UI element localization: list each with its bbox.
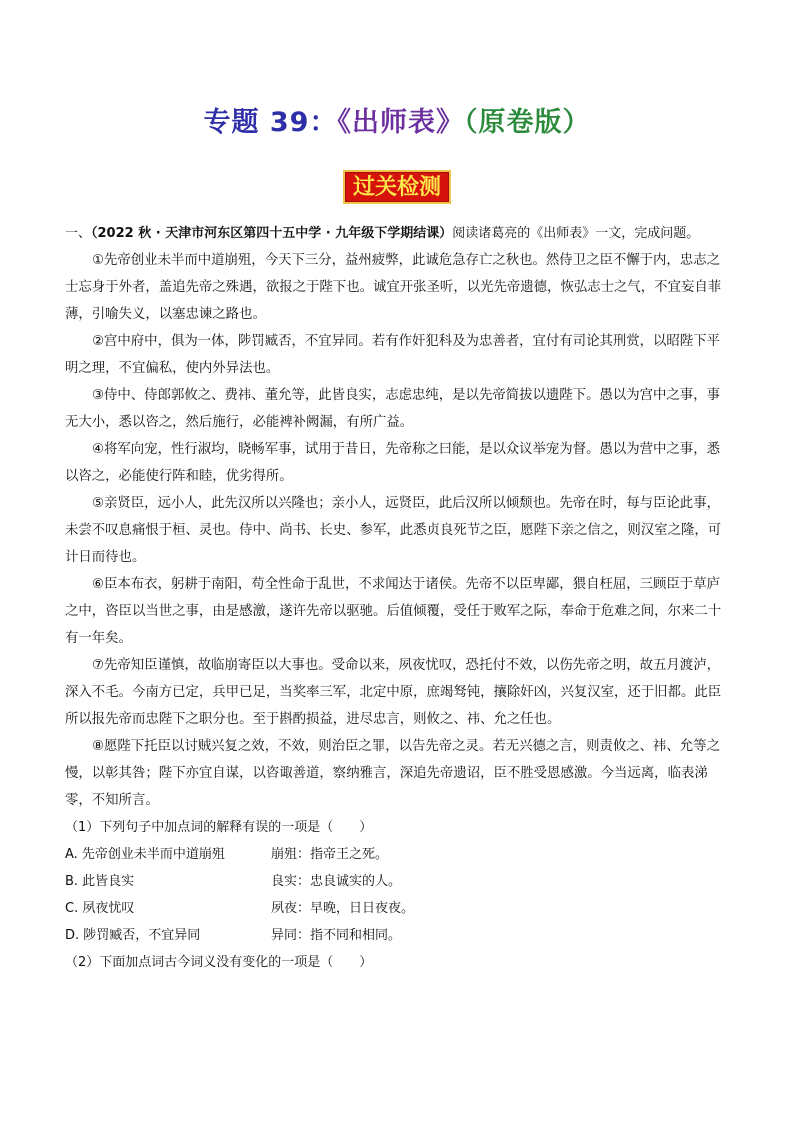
option-a — [65, 841, 730, 868]
option-b — [65, 868, 730, 895]
passage-paragraph: ⑧愿陛下托臣以讨贼兴复之效，不效，则治臣之罪，以告先帝之灵。若无兴德之言，则责攸之、祎、允等之慢，以彰其咎；陛下亦宜自谋，以咨诹善道，察纳雅言，深追先帝遗诏，臣不胜受恩感激。今当远离，临表涕零，不知所言。 — [65, 739, 720, 808]
passage-paragraph: ③侍中、侍郎郭攸之、费祎、董允等，此皆良实，志虑忠纯，是以先帝简拔以遗陛下。愚以为宫中之事，事无大小，悉以咨之，然后施行，必能裨补阙漏，有所广益。 — [65, 388, 720, 430]
question-number: 一、 — [65, 226, 92, 241]
passage-paragraph: ②宫中府中，俱为一体，陟罚臧否，不宜异同。若有作奸犯科及为忠善者，宜付有司论其刑赏，以昭陛下平明之理，不宜偏私，使内外异法也。 — [65, 334, 720, 376]
title-edition: （原卷版） — [463, 107, 591, 138]
passage-paragraph: ⑥臣本布衣，躬耕于南阳，苟全性命于乱世，不求闻达于诸侯。先帝不以臣卑鄙，猥自枉屈，三顾臣于草庐之中，咨臣以当世之事，由是感激，遂许先帝以驱驰。后值倾覆，受任于败军之际，奉命于危难之间，尔来二十有一年矣。 — [65, 577, 722, 646]
option-explanation: 异同：指不同和相同。 — [271, 928, 402, 943]
passage-paragraph: ①先帝创业未半而中道崩殂，今天下三分，益州疲弊，此诚危急存亡之秋也。然侍卫之臣不懈于内，忠志之士忘身于外者，盖追先帝之殊遇，欲报之于陛下也。诚宜开张圣听，以光先帝遗德，恢弘志士之气，不宜妄自菲薄，引喻失义，以塞忠谏之路也。 — [65, 253, 722, 322]
page-title — [0, 100, 794, 139]
sub-question-1-stem: （1）下列句子中加点词的解释有误的一项是（ ） — [65, 820, 373, 835]
option-label: D. 陟罚臧否，不宜异同 — [65, 928, 201, 943]
option-label: C. 夙夜忧叹 — [65, 901, 135, 916]
question-block — [65, 220, 730, 976]
option-explanation: 夙夜：早晚，日日夜夜。 — [271, 901, 415, 916]
title-work: 《出师表》 — [337, 107, 464, 138]
section-badge: 过关检测 — [343, 170, 451, 204]
sub-question-2-stem: （2）下面加点词古今词义没有变化的一项是（ ） — [65, 955, 373, 970]
question-source: （2022 秋 · 天津市河东区第四十五中学 · 九年级下学期结课） — [91, 226, 453, 241]
passage-paragraph: ⑤亲贤臣，远小人，此先汉所以兴隆也；亲小人，远贤臣，此后汉所以倾颓也。先帝在时，每与臣论此事，未尝不叹息痛恨于桓、灵也。侍中、尚书、长史、参军，此悉贞良死节之臣，愿陛下亲之信之，则汉室之隆，可计日而待也。 — [65, 496, 722, 565]
option-label: B. 此皆良实 — [65, 874, 135, 889]
title-topic: 专题 39： — [203, 107, 338, 138]
passage-paragraph: ⑦先帝知臣谨慎，故临崩寄臣以大事也。受命以来，夙夜忧叹，恐托付不效，以伤先帝之明，故五月渡泸，深入不毛。今南方已定，兵甲已足，当奖率三军，北定中原，庶竭驽钝，攘除奸凶，兴复汉室，还于旧都。此臣所以报先帝而忠陛下之职分也。至于斟酌损益，进尽忠言，则攸之、祎、允之任也。 — [65, 658, 722, 727]
option-explanation: 良实：忠良诚实的人。 — [271, 874, 402, 889]
option-explanation: 崩殂：指帝王之死。 — [271, 847, 389, 862]
passage-paragraph: ④将军向宠，性行淑均，晓畅军事，试用于昔日，先帝称之曰能，是以众议举宠为督。愚以为营中之事，悉以咨之，必能使行阵和睦，优劣得所。 — [65, 442, 720, 484]
question-prompt: 阅读诸葛亮的《出师表》一文，完成问题。 — [452, 226, 700, 241]
option-c — [65, 895, 730, 922]
question-header — [65, 220, 730, 247]
option-d — [65, 922, 730, 949]
option-label: A. 先帝创业未半而中道崩殂 — [65, 847, 225, 862]
